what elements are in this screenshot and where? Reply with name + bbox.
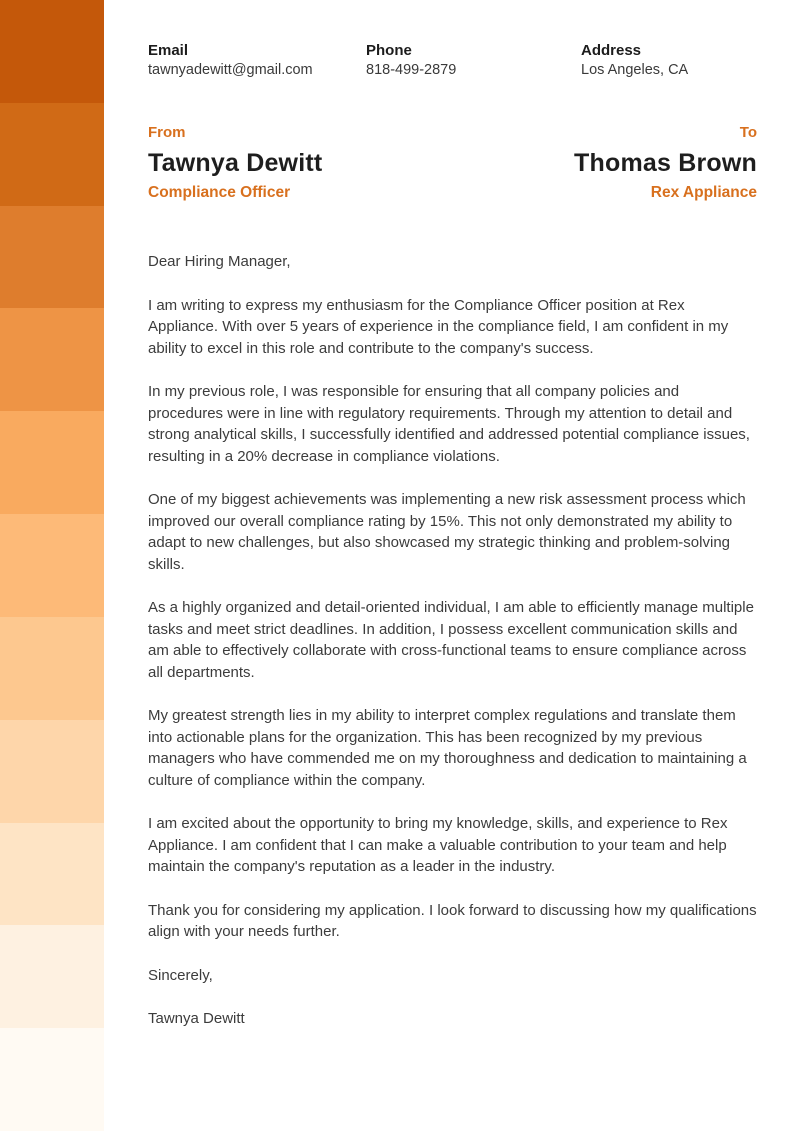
from-label: From (148, 124, 186, 141)
contact-phone (366, 43, 581, 78)
letter-content (148, 0, 757, 1030)
email-value: tawnyadewitt@gmail.com (148, 62, 313, 78)
to-label: To (739, 124, 757, 141)
phone-value: 818-499-2879 (366, 62, 457, 78)
recipient-company: Rex Appliance (650, 184, 757, 201)
letter-paragraph: In my previous role, I was responsible for ensuring that all company policies and procedures were in line with regulatory requirements. Through my attention to detail and strong analytical skills, I successfully identified and addressed potential compliance issues, resulting in a 20% decrease in compliance violations. (148, 383, 750, 465)
gradient-sidebar (0, 0, 104, 1131)
sender-block (148, 125, 322, 201)
sidebar-gradient-band (0, 103, 104, 206)
sidebar-gradient-band (0, 1028, 104, 1131)
letter-paragraph: My greatest strength lies in my ability to interpret complex regulations and translate them into actionable plans for the organization. This has been recognized by my previous managers who have commended me on my thoroughness and dedication to maintaining a culture of compliance within the company. (148, 707, 747, 789)
closing: Sincerely, (148, 966, 213, 984)
sidebar-gradient-band (0, 0, 104, 103)
contact-header (148, 0, 757, 78)
letter-paragraph: One of my biggest achievements was implementing a new risk assessment process which improved our overall compliance rating by 15%. This not only demonstrated my ability to adapt to new challenges, but also showcased my strategic thinking and problem-solving skills. (148, 491, 746, 573)
sidebar-gradient-band (0, 617, 104, 720)
sidebar-gradient-band (0, 823, 104, 926)
sidebar-gradient-band (0, 206, 104, 309)
signature-name: Tawnya Dewitt (148, 1010, 245, 1027)
sidebar-gradient-band (0, 720, 104, 823)
sender-job-title: Compliance Officer (148, 184, 291, 201)
sidebar-gradient-band (0, 514, 104, 617)
address-label: Address (581, 42, 642, 59)
phone-label: Phone (366, 42, 412, 59)
letter-paragraph: Thank you for considering my application. I look forward to discussing how my qualifications align with your needs further. (148, 901, 757, 940)
sidebar-gradient-band (0, 308, 104, 411)
email-label: Email (148, 42, 189, 59)
letter-paragraph: As a highly organized and detail-oriented individual, I am able to efficiently manage multiple tasks and meet strict deadlines. In addition, I possess excellent communication skills and am able to effectively collaborate with cross-functional teams to ensure compliance across all departments. (148, 599, 754, 681)
salutation: Dear Hiring Manager, (148, 253, 291, 270)
contact-address (581, 43, 757, 78)
contact-email (148, 43, 366, 78)
from-to-section (148, 125, 757, 201)
letter-paragraph: I am excited about the opportunity to bring my knowledge, skills, and experience to Rex Appliance. I am confident that I can make a valuable contribution to your team and help maintain the company's reputation as a leader in the industry. (148, 815, 728, 875)
sidebar-gradient-band (0, 925, 104, 1028)
letter-paragraph: I am writing to express my enthusiasm for the Compliance Officer position at Rex Appliance. With over 5 years of experience in the compliance field, I am confident in my ability to excel in this role and contribute to the company's success. (148, 296, 729, 357)
address-value: Los Angeles, CA (581, 62, 689, 78)
letter-body (148, 251, 757, 1030)
sidebar-gradient-band (0, 411, 104, 514)
recipient-name: Thomas Brown (574, 149, 757, 177)
sender-name: Tawnya Dewitt (148, 149, 323, 177)
recipient-block (574, 125, 757, 201)
